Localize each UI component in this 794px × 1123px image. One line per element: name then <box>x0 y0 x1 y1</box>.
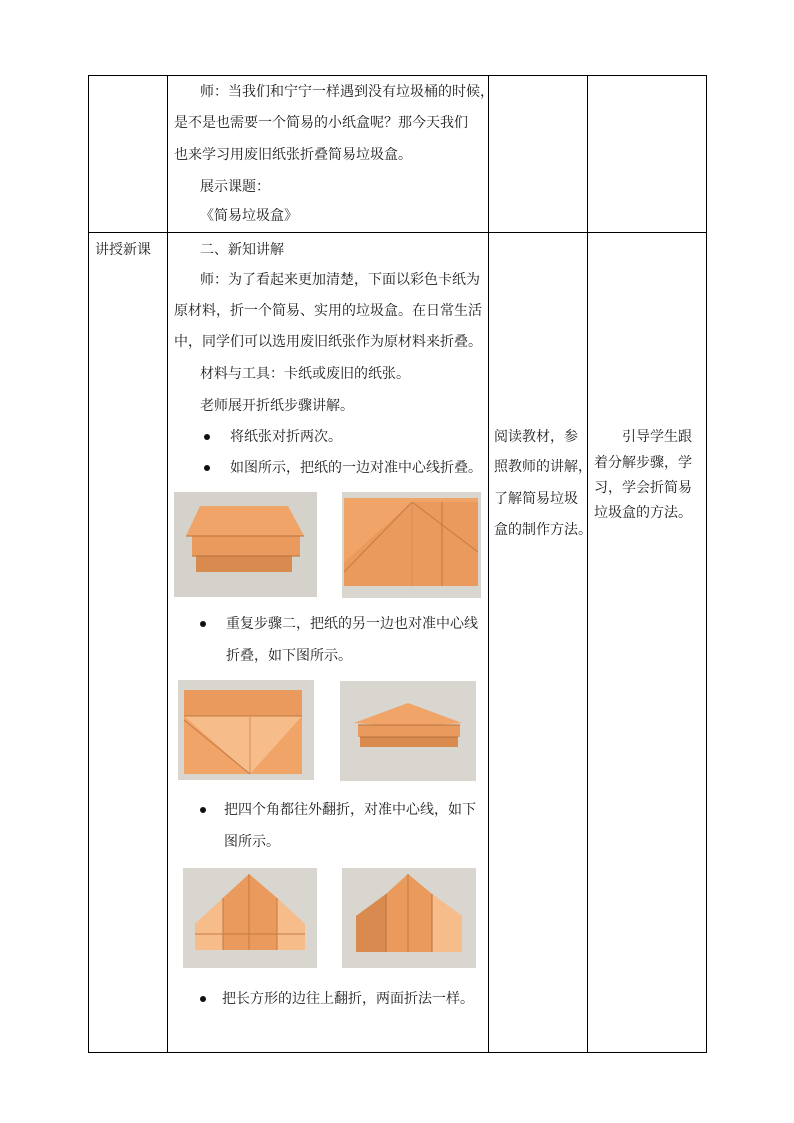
explain-line-1: 师：为了看起来更加清楚，下面以彩色卡纸为 <box>200 272 480 288</box>
photo-step3-folded-wide <box>340 681 476 781</box>
intro-line-1: 师：当我们和宁宁一样遇到没有垃圾桶的时候， <box>200 84 494 100</box>
design-intent-line-2: 着分解步骤，学 <box>594 455 692 471</box>
design-intent-line-1: 引导学生跟 <box>622 429 692 445</box>
design-intent-line-3: 习，学会折简易 <box>594 480 692 496</box>
step-3-text-1: 重复步骤二，把纸的另一边也对准中心线 <box>226 616 478 632</box>
bullet-step-4 <box>200 807 206 813</box>
student-activity-line-4: 盒的制作方法。 <box>494 522 592 538</box>
section-heading: 二、新知讲解 <box>200 242 284 258</box>
table-left-border <box>88 75 89 1053</box>
photo-step3-fold <box>178 680 314 780</box>
student-activity-line-2: 照教师的讲解， <box>494 459 592 475</box>
step-2-text: 如图所示，把纸的一边对准中心线折叠。 <box>230 460 482 476</box>
table-bottom-border <box>88 1052 707 1053</box>
table-top-border <box>88 75 707 76</box>
bullet-step-3 <box>200 621 206 627</box>
step-3-text-2: 折叠，如下图所示。 <box>226 648 352 664</box>
stage-label: 讲授新课 <box>95 242 151 258</box>
step-4-text-1: 把四个角都往外翻折，对准中心线，如下 <box>224 802 476 818</box>
bullet-step-5 <box>200 996 206 1002</box>
table-right-border <box>706 75 707 1053</box>
design-intent-line-4: 垃圾盒的方法。 <box>594 505 692 521</box>
photo-step2-folded-top <box>174 492 317 597</box>
bullet-step-2 <box>204 465 210 471</box>
row-divider <box>88 232 707 233</box>
student-activity-line-3: 了解简易垃圾 <box>494 491 578 507</box>
column-divider-3 <box>587 75 588 1053</box>
student-activity-line-1: 阅读教材，参 <box>494 429 578 445</box>
column-divider-2 <box>488 75 489 1053</box>
intro-line-3: 也来学习用废旧纸张折叠简易垃圾盒。 <box>174 147 412 163</box>
step-4-text-2: 图所示。 <box>224 834 280 850</box>
column-divider-1 <box>167 75 168 1053</box>
show-topic-label: 展示课题： <box>200 179 270 195</box>
explain-line-2: 原材料，折一个简易、实用的垃圾盒。在日常生活 <box>174 303 482 319</box>
step-1-text: 将纸张对折两次。 <box>230 429 342 445</box>
demo-text: 老师展开折纸步骤讲解。 <box>200 398 354 414</box>
photo-step4-corners-1 <box>183 868 317 968</box>
materials-text: 材料与工具：卡纸或废旧的纸张。 <box>200 366 410 382</box>
lesson-topic: 《简易垃圾盒》 <box>200 208 298 224</box>
explain-line-3: 中，同学们可以选用废旧纸张作为原材料来折叠。 <box>174 334 482 350</box>
photo-step2-diagonal <box>342 492 481 598</box>
intro-line-2: 是不是也需要一个简易的小纸盒呢？那今天我们 <box>174 115 468 131</box>
photo-step4-corners-2 <box>342 868 476 968</box>
bullet-step-1 <box>204 434 210 440</box>
step-5-text: 把长方形的边往上翻折，两面折法一样。 <box>222 991 474 1007</box>
